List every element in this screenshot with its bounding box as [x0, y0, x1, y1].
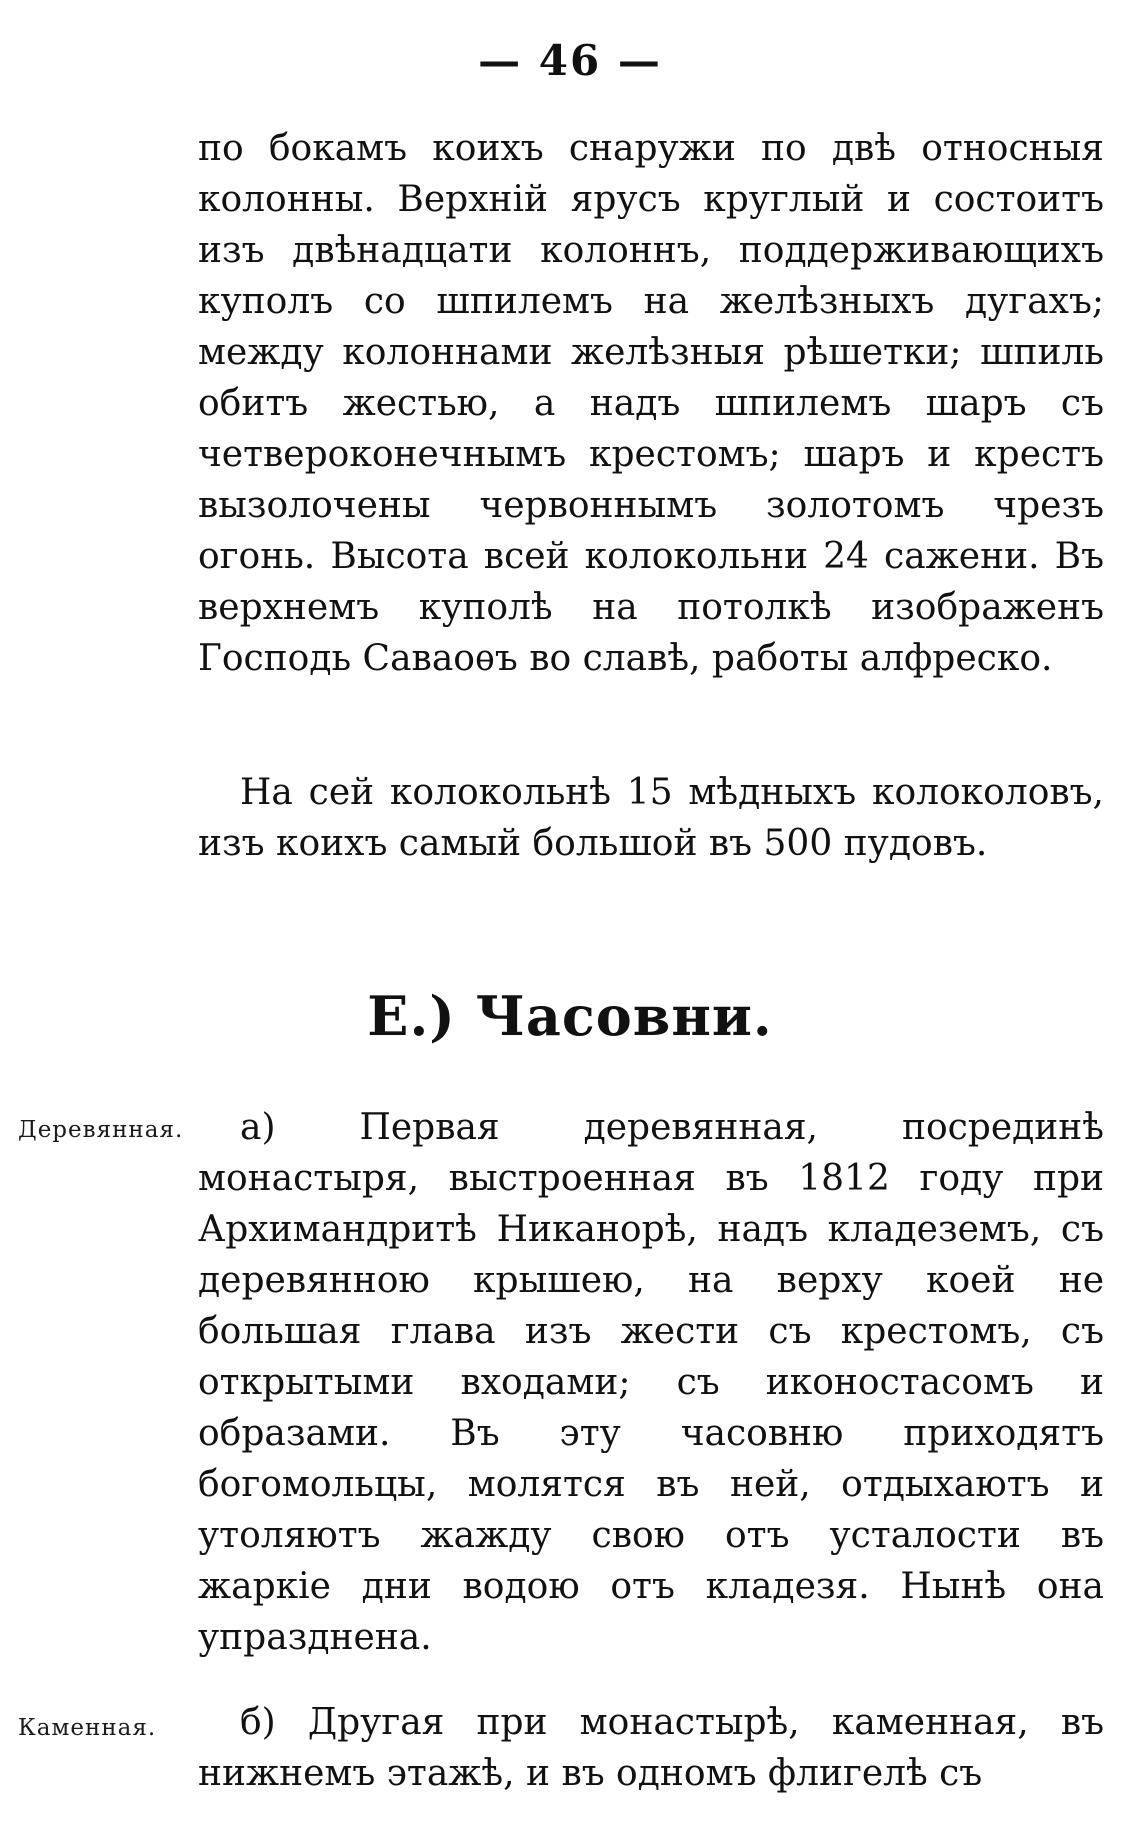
page-number: — 46 —: [478, 36, 662, 85]
paragraph-wooden-chapel: а) Первая деревянная, посрединѣ монастыря, выстроенная въ 1812 году при Архимандритѣ Никанорѣ, надъ кладеземъ, съ деревянною крышею, на верху коей не большая глава изъ жести съ крестомъ, съ открытыми входами; съ иконостасомъ и образами. Въ эту часовню приходятъ богомольцы, молятся въ ней, отдыхаютъ и утоляютъ жажду свою отъ усталости въ жаркіе дни водою отъ кладезя. Нынѣ она упразднена.: [198, 1107, 1104, 1658]
section-heading: Е.) Часовни.: [367, 984, 773, 1048]
margin-note-wooden: Деревянная.: [18, 1117, 184, 1143]
paragraph-bells: На сей колокольнѣ 15 мѣдныхъ колоколовъ, изъ коихъ самый большой въ 500 пудовъ.: [198, 772, 1104, 864]
paragraph-bell-tower-description: по бокамъ коихъ снаружи по двѣ относныя колонны. Верхній ярусъ круглый и состоитъ изъ двѣнадцати колоннъ, поддерживающихъ куполъ со шпилемъ на желѣзныхъ дугахъ; между колоннами желѣзныя рѣшетки; шпиль обитъ жестью, а надъ шпилемъ шаръ съ четвероконечнымъ крестомъ; шаръ и крестъ вызолочены червоннымъ золотомъ чрезъ огонь. Высота всей колокольни 24 сажени. Въ верхнемъ куполѣ на потолкѣ изображенъ Господь Саваоѳъ во славѣ, работы алфреско.: [198, 128, 1104, 679]
margin-note-stone: Каменная.: [18, 1715, 157, 1741]
paragraph-stone-chapel: б) Другая при монастырѣ, каменная, въ нижнемъ этажѣ, и въ одномъ флигелѣ съ: [198, 1702, 1104, 1794]
